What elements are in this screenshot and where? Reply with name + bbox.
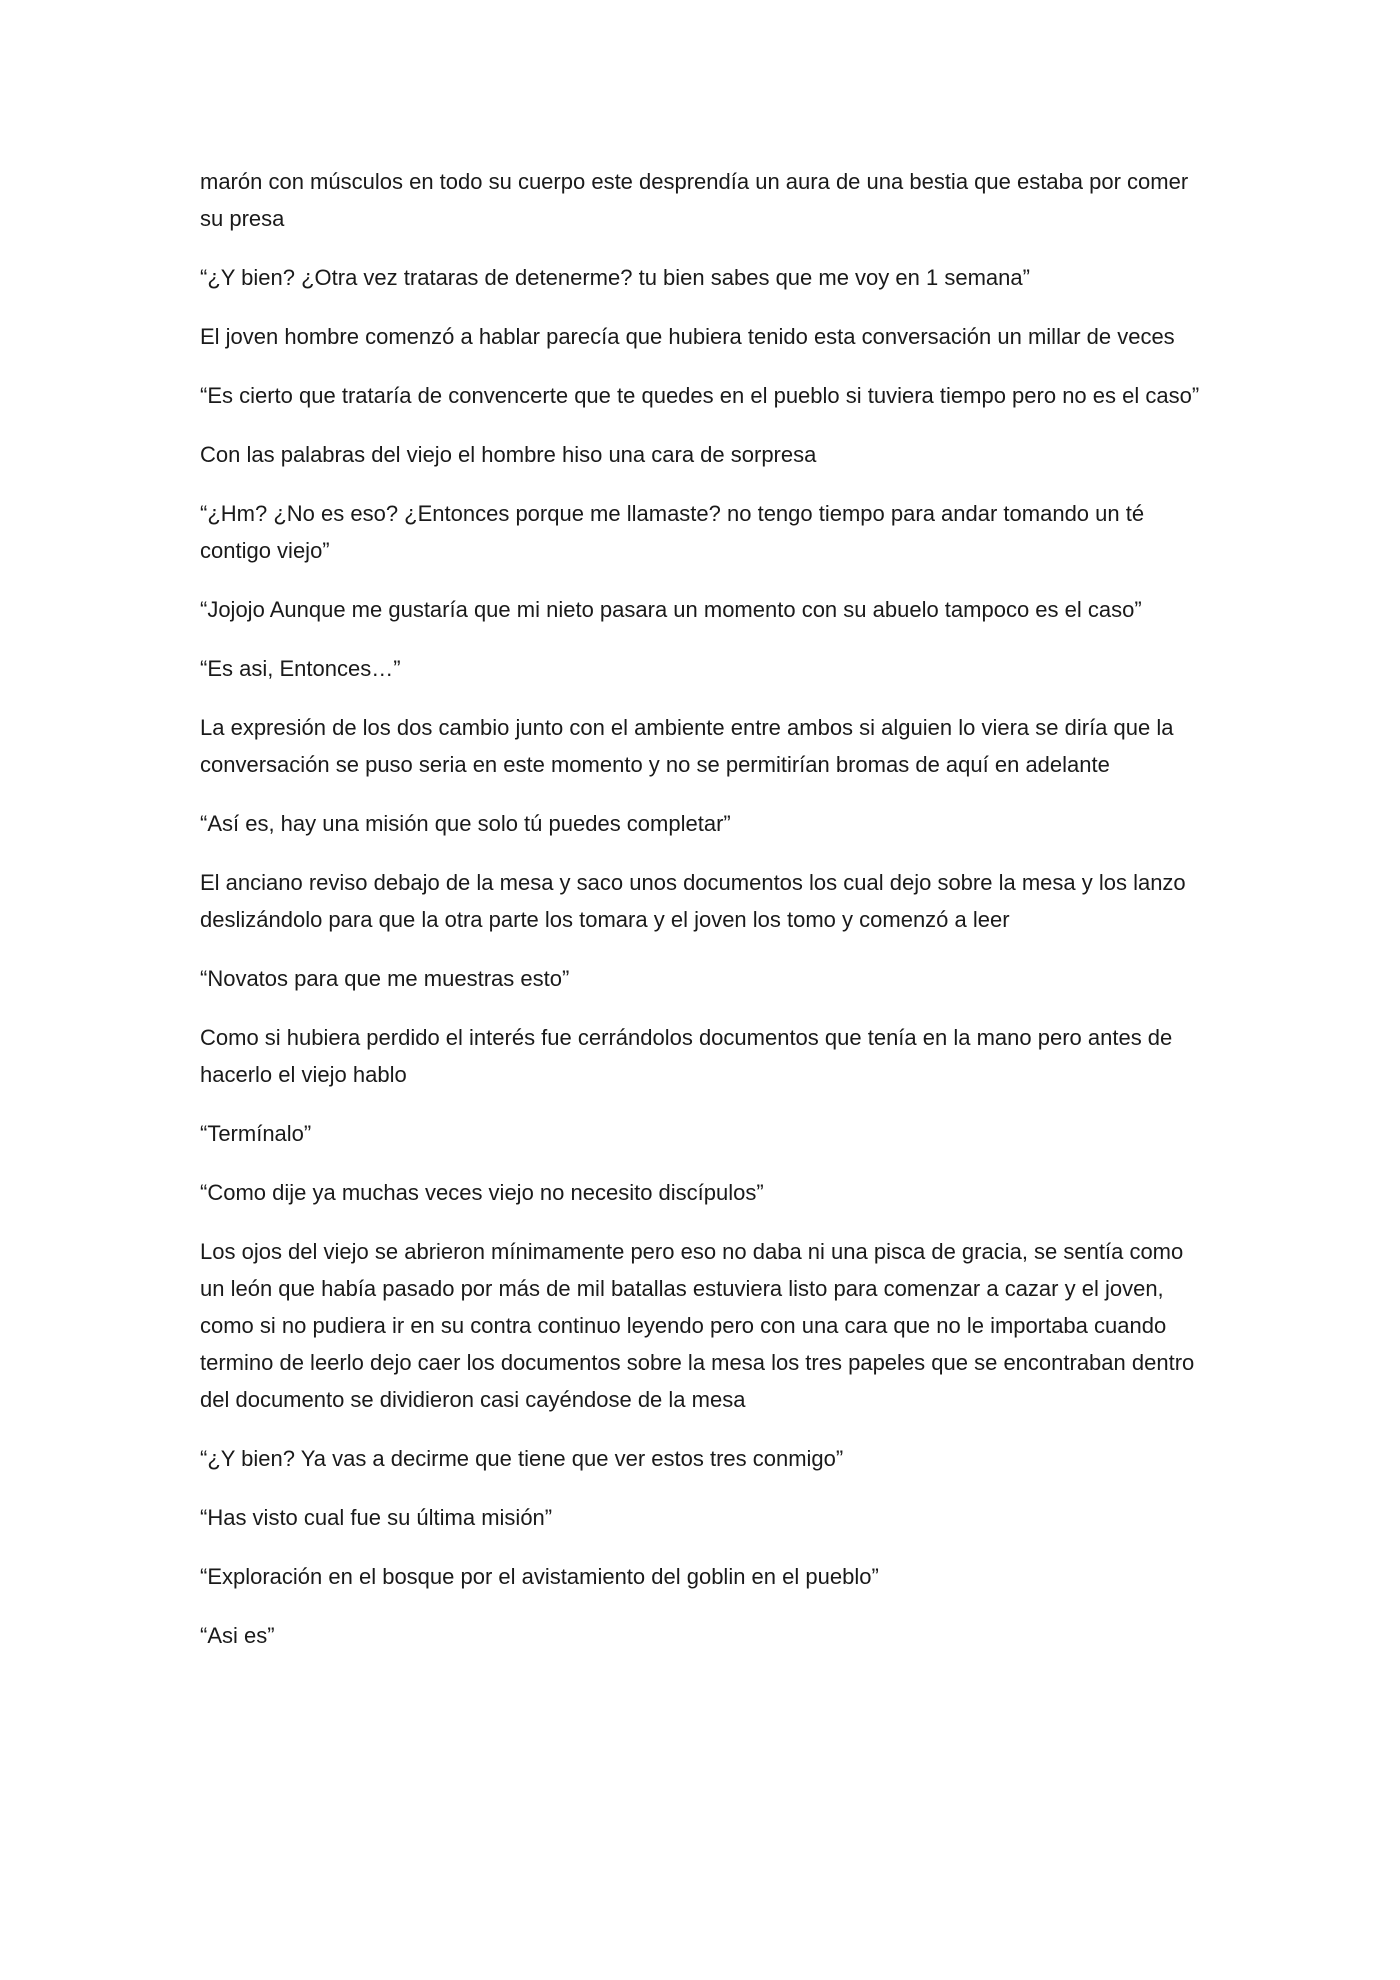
dialogue-line: “Exploración en el bosque por el avistamiento del goblin en el pueblo” — [200, 1564, 879, 1589]
paragraph: El joven hombre comenzó a hablar parecía que hubiera tenido esta conversación un millar de veces — [200, 324, 1175, 349]
dialogue-line: “Asi es” — [200, 1623, 275, 1648]
paragraph: Con las palabras del viejo el hombre hiso una cara de sorpresa — [200, 442, 817, 467]
dialogue-line: “¿Y bien? ¿Otra vez trataras de detenerme? tu bien sabes que me voy en 1 semana” — [200, 265, 1030, 290]
dialogue-line: “Es asi, Entonces…” — [200, 656, 401, 681]
document-body — [200, 163, 1210, 1676]
dialogue-line: “Como dije ya muchas veces viejo no necesito discípulos” — [200, 1180, 764, 1205]
paragraph: El anciano reviso debajo de la mesa y saco unos documentos los cual dejo sobre la mesa y los lanzo deslizándolo para que la otra parte los tomara y el joven los tomo y comenzó a leer — [200, 870, 1186, 932]
dialogue-line: “Has visto cual fue su última misión” — [200, 1505, 553, 1530]
paragraph: Los ojos del viejo se abrieron mínimamente pero eso no daba ni una pisca de gracia, se sentía como un león que había pasado por más de mil batallas estuviera listo para comenzar a cazar y el joven, como si no pudiera ir en su contra continuo leyendo pero con una cara que no le importaba cuando termino de leerlo dejo caer los documentos sobre la mesa los tres papeles que se encontraban dentro del documento se dividieron casi cayéndose de la mesa — [200, 1239, 1195, 1412]
paragraph: marón con músculos en todo su cuerpo este desprendía un aura de una bestia que estaba por comer su presa — [200, 169, 1189, 231]
dialogue-line: “Termínalo” — [200, 1121, 312, 1146]
dialogue-line: “¿Hm? ¿No es eso? ¿Entonces porque me llamaste? no tengo tiempo para andar tomando un té contigo viejo” — [200, 501, 1145, 563]
dialogue-line: “Jojojo Aunque me gustaría que mi nieto pasara un momento con su abuelo tampoco es el caso” — [200, 597, 1142, 622]
dialogue-line: “¿Y bien? Ya vas a decirme que tiene que ver estos tres conmigo” — [200, 1446, 844, 1471]
paragraph: Como si hubiera perdido el interés fue cerrándolos documentos que tenía en la mano pero antes de hacerlo el viejo hablo — [200, 1025, 1173, 1087]
dialogue-line: “Así es, hay una misión que solo tú puedes completar” — [200, 811, 731, 836]
paragraph: La expresión de los dos cambio junto con el ambiente entre ambos si alguien lo viera se diría que la conversación se puso seria en este momento y no se permitirían bromas de aquí en adelante — [200, 715, 1174, 777]
dialogue-line: “Es cierto que trataría de convencerte que te quedes en el pueblo si tuviera tiempo pero no es el caso” — [200, 383, 1200, 408]
dialogue-line: “Novatos para que me muestras esto” — [200, 966, 570, 991]
